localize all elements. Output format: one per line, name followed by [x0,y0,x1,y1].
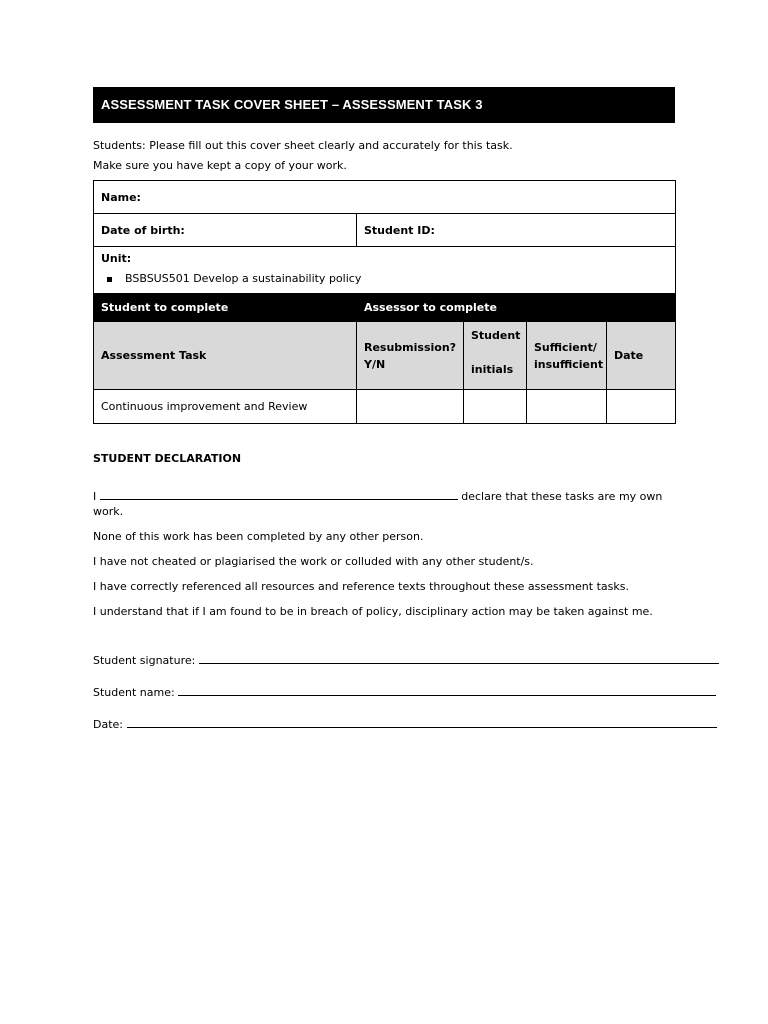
resubmission-header-line-1: Resubmission? [364,340,457,354]
assessor-to-complete-header: Assessor to complete [357,294,676,322]
declaration-suffix: declare that these tasks are my own [461,490,663,503]
student-declaration-heading: STUDENT DECLARATION [93,452,242,465]
student-signature-line[interactable] [199,654,719,664]
resubmission-header-line-2: Y/N [364,357,386,371]
date-line[interactable] [127,718,717,728]
declaration-prefix: I [93,490,97,503]
assessment-task-cell: Continuous improvement and Review [94,390,357,424]
name-field[interactable] [94,181,676,214]
student-name-line[interactable] [178,686,716,696]
square-bullet-icon [107,277,112,282]
name-label: Name: [101,190,141,204]
student-to-complete-header: Student to complete [94,294,357,322]
student-signature-label: Student signature: [93,654,196,667]
student-signature-row [93,654,675,667]
unit-list-item [101,272,668,286]
page-title: ASSESSMENT TASK COVER SHEET – ASSESSMENT TASK 3 [93,87,675,123]
student-initials-cell[interactable] [464,390,527,424]
intro-line-2: Make sure you have kept a copy of your work. [93,159,347,172]
cover-sheet-form [93,180,676,424]
resubmission-cell[interactable] [357,390,464,424]
declaration-statement: I have correctly referenced all resources and reference texts throughout these assessment tasks. [93,580,629,593]
student-name-label: Student name: [93,686,175,699]
declaration-wrap: work. [93,505,124,518]
date-column-header: Date [607,322,676,390]
student-initials-header-line-1: Student [471,329,521,342]
table-row [94,390,676,424]
declaration-statement: I have not cheated or plagiarised the work or colluded with any other student/s. [93,555,534,568]
intro-line-1: Students: Please fill out this cover sheet clearly and accurately for this task. [93,139,513,152]
date-cell[interactable] [607,390,676,424]
assessment-task-column-header: Assessment Task [94,322,357,390]
student-id-field[interactable] [357,214,676,247]
sufficient-column-header [527,322,607,390]
sufficient-cell[interactable] [527,390,607,424]
cover-sheet-page [93,87,675,731]
date-of-birth-field[interactable] [94,214,357,247]
unit-label: Unit: [101,252,132,265]
intro-text [93,136,675,176]
declaration-statement-line [93,489,675,519]
declaration-statement: I understand that if I am found to be in breach of policy, disciplinary action may be taken against me. [93,605,653,618]
student-name-row [93,686,675,699]
student-declaration [93,489,675,619]
date-of-birth-label: Date of birth: [101,223,185,237]
unit-item-text: BSBSUS501 Develop a sustainability policy [125,272,362,285]
student-initials-header-line-2: initials [471,363,514,376]
declarant-name-line[interactable] [100,490,458,500]
sufficient-header-line-1: Sufficient/ [534,340,597,354]
resubmission-column-header [357,322,464,390]
sufficient-header-line-2: insufficient [534,357,604,371]
unit-field [94,247,676,294]
student-initials-column-header [464,322,527,390]
date-label: Date: [93,718,123,731]
declaration-statement: None of this work has been completed by any other person. [93,530,424,543]
student-id-label: Student ID: [364,223,435,237]
date-row [93,718,675,731]
